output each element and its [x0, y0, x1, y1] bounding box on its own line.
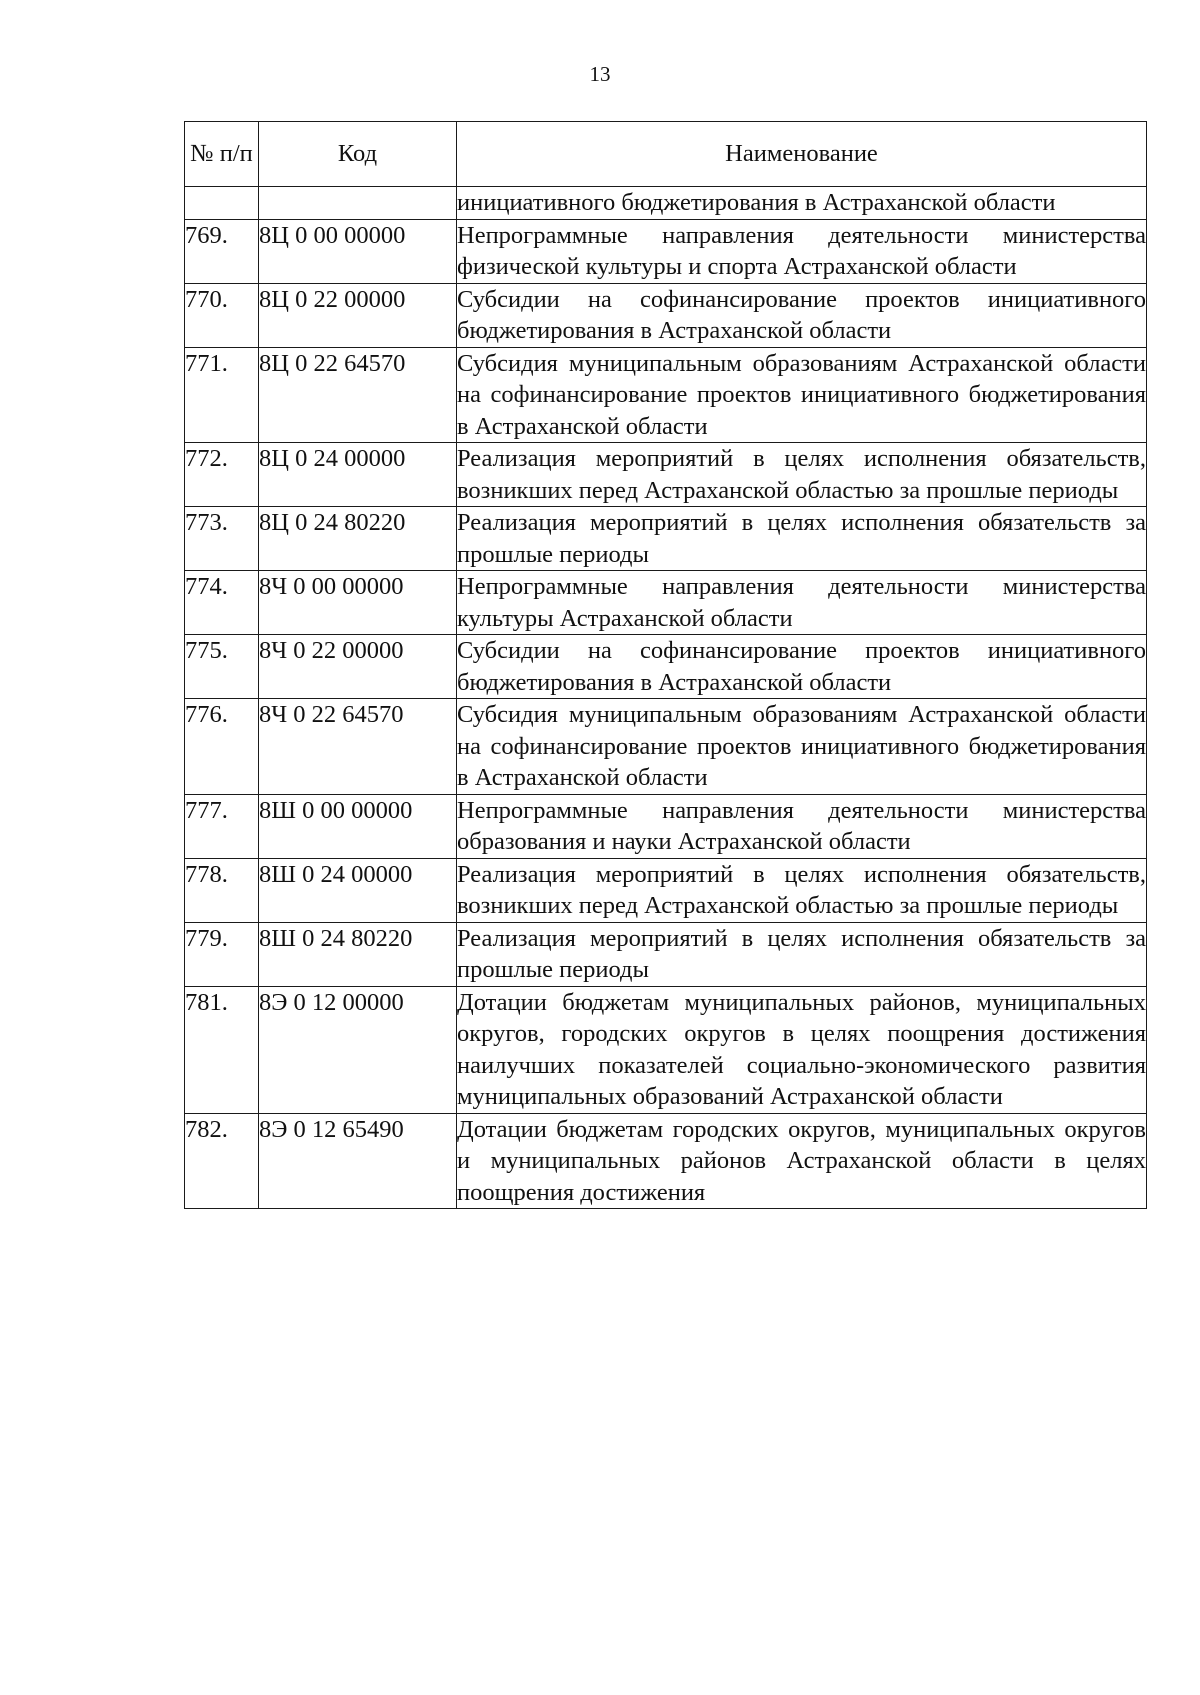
row-name: Реализация мероприятий в целях исполнения обязательств за прошлые периоды: [457, 922, 1147, 986]
row-code: 8Ш 0 24 00000: [259, 858, 457, 922]
table-row: [185, 187, 1147, 220]
header-code: Код: [259, 122, 457, 187]
row-number: 772.: [185, 443, 259, 507]
row-number: 781.: [185, 986, 259, 1113]
row-number: 776.: [185, 699, 259, 795]
row-number: 779.: [185, 922, 259, 986]
row-name: Дотации бюджетам городских округов, муниципальных округов и муниципальных районов Астраханской области в целях поощрения достижения: [457, 1113, 1147, 1209]
header-name: Наименование: [457, 122, 1147, 187]
row-number: 769.: [185, 219, 259, 283]
row-name: Реализация мероприятий в целях исполнения обязательств, возникших перед Астраханской областью за прошлые периоды: [457, 858, 1147, 922]
row-code: 8Ц 0 22 00000: [259, 283, 457, 347]
row-name: Субсидии на софинансирование проектов инициативного бюджетирования в Астраханской области: [457, 635, 1147, 699]
row-number: 773.: [185, 507, 259, 571]
row-name: инициативного бюджетирования в Астраханской области: [457, 187, 1147, 220]
row-number: 771.: [185, 347, 259, 443]
row-code: 8Ц 0 24 80220: [259, 507, 457, 571]
table-row: [185, 794, 1147, 858]
row-number: 782.: [185, 1113, 259, 1209]
row-name: Субсидия муниципальным образованиям Астраханской области на софинансирование проектов инициативного бюджетирования в Астраханской области: [457, 347, 1147, 443]
table-row: [185, 347, 1147, 443]
table-header: [185, 122, 1147, 187]
table-row: [185, 858, 1147, 922]
table-row: [185, 507, 1147, 571]
row-number: 774.: [185, 571, 259, 635]
table-row: [185, 283, 1147, 347]
budget-code-table: [184, 121, 1147, 1209]
table-row: [185, 443, 1147, 507]
table-row: [185, 986, 1147, 1113]
row-name: Непрограммные направления деятельности министерства культуры Астраханской области: [457, 571, 1147, 635]
table-row: [185, 219, 1147, 283]
row-code: 8Э 0 12 00000: [259, 986, 457, 1113]
row-code: [259, 187, 457, 220]
header-number: № п/п: [185, 122, 259, 187]
table-row: [185, 635, 1147, 699]
table-row: [185, 922, 1147, 986]
row-number: [185, 187, 259, 220]
row-number: 775.: [185, 635, 259, 699]
row-number: 778.: [185, 858, 259, 922]
row-code: 8Ш 0 24 80220: [259, 922, 457, 986]
row-name: Реализация мероприятий в целях исполнения обязательств, возникших перед Астраханской областью за прошлые периоды: [457, 443, 1147, 507]
row-code: 8Ц 0 24 00000: [259, 443, 457, 507]
row-name: Субсидия муниципальным образованиям Астраханской области на софинансирование проектов инициативного бюджетирования в Астраханской области: [457, 699, 1147, 795]
page-number: 13: [589, 62, 611, 86]
row-name: Дотации бюджетам муниципальных районов, муниципальных округов, городских округов в целях поощрения достижения наилучших показателей социально-экономического развития муниципальных образований Астраханской области: [457, 986, 1147, 1113]
row-code: 8Ч 0 22 00000: [259, 635, 457, 699]
row-code: 8Э 0 12 65490: [259, 1113, 457, 1209]
row-name: Реализация мероприятий в целях исполнения обязательств за прошлые периоды: [457, 507, 1147, 571]
table-row: [185, 571, 1147, 635]
row-code: 8Ч 0 00 00000: [259, 571, 457, 635]
table-row: [185, 1113, 1147, 1209]
row-number: 770.: [185, 283, 259, 347]
table-header-row: [185, 122, 1147, 187]
row-name: Непрограммные направления деятельности министерства физической культуры и спорта Астраханской области: [457, 219, 1147, 283]
row-code: 8Ч 0 22 64570: [259, 699, 457, 795]
row-name: Непрограммные направления деятельности министерства образования и науки Астраханской области: [457, 794, 1147, 858]
row-number: 777.: [185, 794, 259, 858]
row-code: 8Ц 0 00 00000: [259, 219, 457, 283]
row-code: 8Ш 0 00 00000: [259, 794, 457, 858]
row-code: 8Ц 0 22 64570: [259, 347, 457, 443]
row-name: Субсидии на софинансирование проектов инициативного бюджетирования в Астраханской области: [457, 283, 1147, 347]
table-row: [185, 699, 1147, 795]
